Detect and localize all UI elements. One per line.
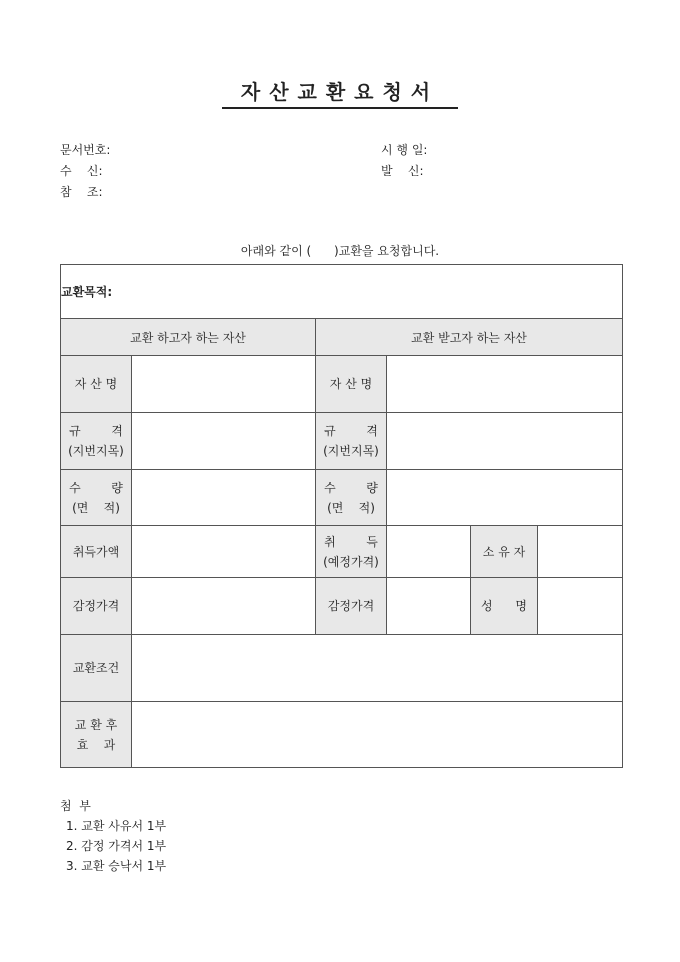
meta-reference: 참 조: xyxy=(60,185,103,199)
field-quantity-give[interactable] xyxy=(132,470,316,526)
field-acquisition-expected[interactable] xyxy=(387,526,471,578)
field-acquisition-price[interactable] xyxy=(132,526,316,578)
label-spec-line2: (지번지목) xyxy=(323,444,379,458)
label-spec-line1: 규 격 xyxy=(69,424,123,438)
attachment-item: 1. 교환 사유서 1부 xyxy=(66,819,167,833)
field-appraised-give[interactable] xyxy=(132,578,316,635)
purpose-label: 교환목적: xyxy=(61,265,623,319)
label-quantity-give xyxy=(61,470,132,526)
label-spec-give xyxy=(61,413,132,470)
label-effect xyxy=(61,702,132,768)
label-acquisition-line1: 취 득 xyxy=(324,534,378,549)
field-conditions[interactable] xyxy=(132,635,623,702)
field-spec-give[interactable] xyxy=(132,413,316,470)
header-give-asset: 교환 하고자 하는 자산 xyxy=(61,319,316,356)
meta-recipient: 수 신: xyxy=(60,164,103,178)
intro-text: 아래와 같이 ( )교환을 요청합니다. xyxy=(240,244,440,258)
field-owner[interactable] xyxy=(538,526,623,578)
label-quantity-line1: 수 량 xyxy=(324,480,378,495)
attachment-item: 2. 감정 가격서 1부 xyxy=(66,839,167,853)
field-spec-receive[interactable] xyxy=(387,413,623,470)
header-receive-asset: 교환 받고자 하는 자산 xyxy=(316,319,623,356)
field-name[interactable] xyxy=(538,578,623,635)
exchange-form-table xyxy=(60,264,623,768)
label-acquisition-expected xyxy=(316,526,387,578)
label-quantity-line2: (면 적) xyxy=(72,500,120,515)
field-asset-name-receive[interactable] xyxy=(387,356,623,413)
label-name: 성 명 xyxy=(471,578,538,635)
label-spec-line1: 규 격 xyxy=(324,424,378,438)
label-asset-name-receive: 자 산 명 xyxy=(316,356,387,413)
meta-sender: 발 신: xyxy=(381,164,424,178)
attachment-item: 3. 교환 승낙서 1부 xyxy=(66,859,167,873)
document-title: 자산교환요청서 xyxy=(222,76,458,109)
label-quantity-receive xyxy=(316,470,387,526)
label-spec-line2: (지번지목) xyxy=(68,444,124,458)
label-quantity-line1: 수 량 xyxy=(69,480,123,495)
field-effect[interactable] xyxy=(132,702,623,768)
label-asset-name-give: 자 산 명 xyxy=(61,356,132,413)
label-conditions: 교환조건 xyxy=(61,635,132,702)
field-appraised-receive[interactable] xyxy=(387,578,471,635)
label-effect-line1: 교 환 후 xyxy=(74,717,118,732)
label-spec-receive xyxy=(316,413,387,470)
attachments-title: 첨 부 xyxy=(60,799,91,813)
label-acquisition-line2: (예정가격) xyxy=(323,554,379,569)
label-appraised-receive: 감정가격 xyxy=(316,578,387,635)
label-acquisition-price: 취득가액 xyxy=(61,526,132,578)
field-asset-name-give[interactable] xyxy=(132,356,316,413)
label-owner: 소 유 자 xyxy=(471,526,538,578)
label-quantity-line2: (면 적) xyxy=(327,500,375,515)
meta-doc-number: 문서번호: xyxy=(60,143,111,157)
field-quantity-receive[interactable] xyxy=(387,470,623,526)
label-effect-line2: 효 과 xyxy=(76,737,116,752)
meta-issue-date: 시 행 일: xyxy=(381,143,428,157)
label-appraised-give: 감정가격 xyxy=(61,578,132,635)
